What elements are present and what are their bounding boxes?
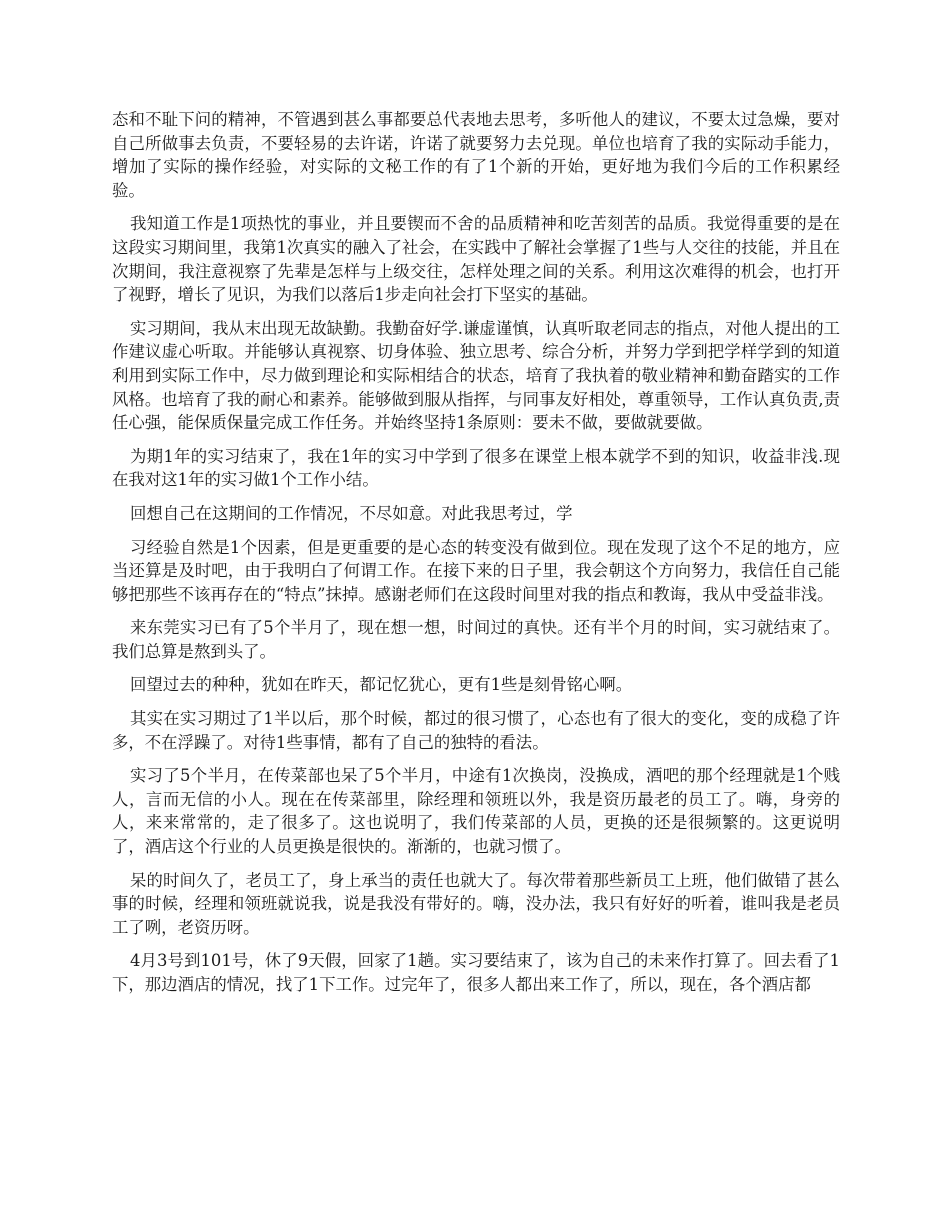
paragraph-9: 其实在实习期过了1半以后，那个时候，都过的很习惯了，心态也有了很大的变化，变的成稳了许多，不在浮躁了。对待1些事情，都有了自己的独特的看法。 [112, 709, 840, 752]
paragraph-1: 态和不耻下问的精神，不管遇到甚么事都要总代表地去思考，多听他人的建议，不要太过急燥，要对自己所做事去负责，不要轻易的去许诺，许诺了就要努力去兑现。单位也培育了我的实际动手能力，增加了实际的操作经验，对实际的文秘工作的有了1个新的开始，更好地为我们今后的工作积累经验。 [112, 110, 840, 200]
paragraph-12: 4月3号到101号，休了9天假，回家了1趟。实习要结束了，该为自己的未来作打算了。回去看了1下，那边酒店的情况，找了1下工作。过完年了，很多人都出来工作了，所以，现在，各个酒店都 [112, 951, 840, 994]
paragraph-2: 我知道工作是1项热忱的事业，并且要锲而不舍的品质精神和吃苦刻苦的品质。我觉得重要的是在这段实习期间里，我第1次真实的融入了社会，在实践中了解社会掌握了1些与人交往的技能，并且在次期间，我注意视察了先辈是怎样与上级交往，怎样处理之间的关系。利用这次难得的机会，也打开了视野，增长了见识，为我们以落后1步走向社会打下坚实的基础。 [112, 214, 840, 305]
paragraph-11: 呆的时间久了，老员工了，身上承当的责任也就大了。每次带着那些新员工上班，他们做错了甚么事的时候，经理和领班就说我，说是我没有带好的。嗨，没办法，我只有好好的听着，谁叫我是老员工了咧，老资历呀。 [112, 870, 840, 937]
paragraph-4: 为期1年的实习结束了，我在1年的实习中学到了很多在课堂上根本就学不到的知识，收益非浅.现在我对这1年的实习做1个工作小结。 [112, 446, 840, 490]
document-body [112, 108, 840, 1007]
paragraph-10: 实习了5个半月，在传菜部也呆了5个半月，中途有1次换岗，没换成，酒吧的那个经理就是1个贱人，言而无信的小人。现在在传菜部里，除经理和领班以外，我是资历最老的员工了。嗨，身旁的人，来来常常的，走了很多了。这也说明了，我们传菜部的人员，更换的还是很频繁的。这更说明了，酒店这个行业的人员更换是很快的。渐渐的，也就习惯了。 [112, 766, 840, 857]
paragraph-3: 实习期间，我从末出现无故缺勤。我勤奋好学.谦虚谨慎，认真听取老同志的指点，对他人提出的工作建议虚心听取。并能够认真视察、切身体验、独立思考、综合分析，并努力学到把学样学到的知道利用到实际工作中，尽力做到理论和实际相结合的状态，培育了我执着的敬业精神和勤奋踏实的工作风格。也培育了我的耐心和素养。能够做到服从指挥，与同事友好相处，尊重领导，工作认真负责,责任心强，能保质保量完成工作任务。并始终坚持1条原则：要未不做，要做就要做。 [112, 318, 841, 433]
paragraph-7: 来东莞实习已有了5个半月了，现在想一想，时间过的真快。还有半个月的时间，实习就结束了。我们总算是熬到头了。 [112, 618, 840, 661]
paragraph-5: 回想自己在这期间的工作情况，不尽如意。对此我思考过，学 [130, 503, 573, 523]
paragraph-8: 回望过去的种种，犹如在昨天，都记忆犹心，更有1些是刻骨铭心啊。 [130, 675, 633, 695]
paragraph-6: 习经验自然是1个因素，但是更重要的是心态的转变没有做到位。现在发现了这个不足的地方，应当还算是及时吧，由于我明白了何谓工作。在接下来的日子里，我会朝这个方向努力，我信任自己能够把那些不该再存在的“特点”抹掉。感谢老师们在这段时间里对我的指点和教诲，我从中受益非浅。 [112, 537, 840, 604]
